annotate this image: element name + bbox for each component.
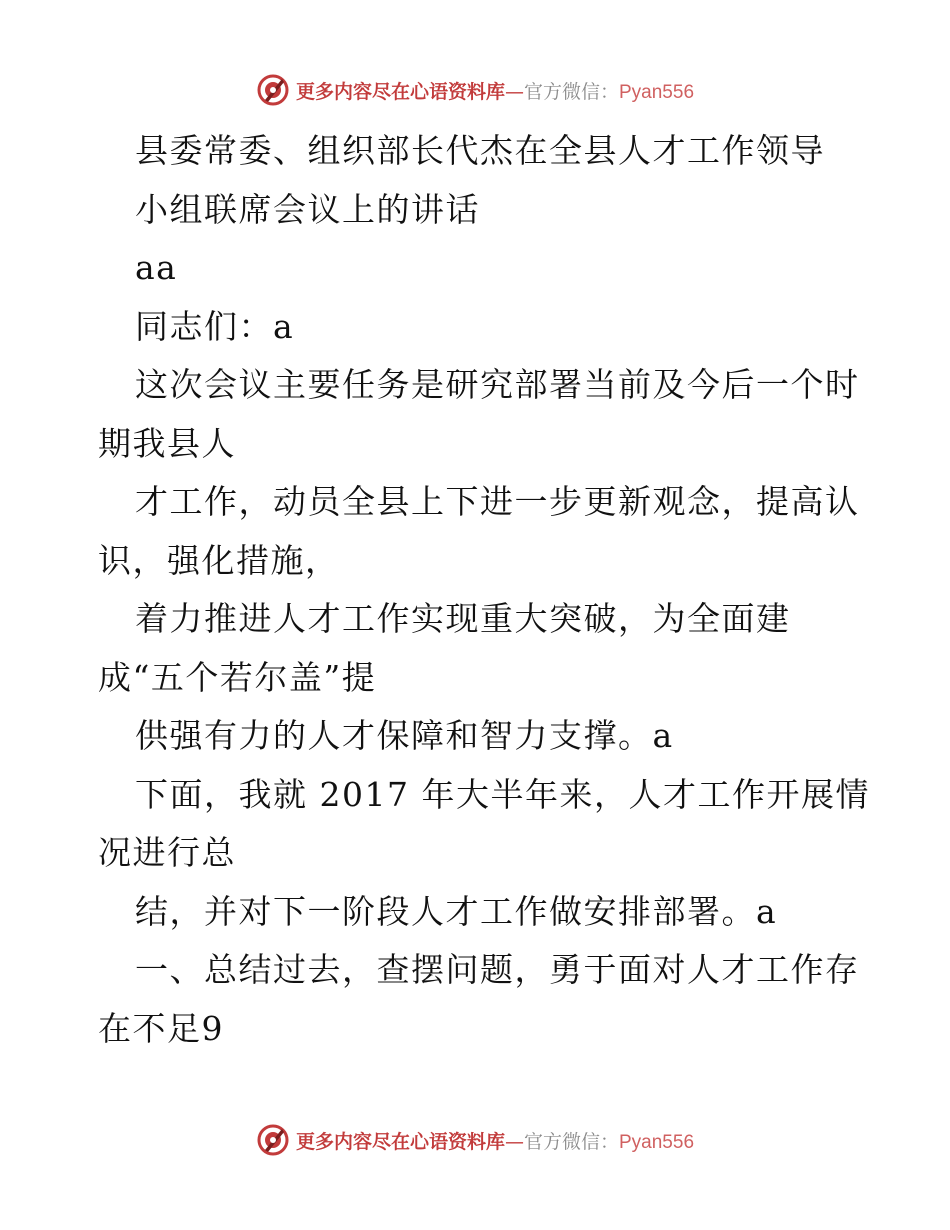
document-line: 识，强化措施，	[98, 540, 340, 580]
quill-circle-logo-icon	[256, 73, 290, 107]
watermark-dash: —	[504, 80, 524, 103]
watermark-sub-text: 官方微信：	[523, 1130, 619, 1153]
watermark-main-text: 更多内容尽在心语资料库	[295, 1130, 505, 1153]
document-line: 小组联席会议上的讲话	[135, 189, 480, 229]
document-line: 着力推进人才工作实现重大突破，为全面建	[135, 599, 791, 638]
document-line: 结，并对下一阶段人才工作做安排部署。a	[135, 891, 778, 931]
document-line: 况进行总	[98, 833, 236, 872]
watermark-id-text: Pyan556	[619, 1131, 695, 1153]
watermark-id-text: Pyan556	[619, 81, 695, 103]
document-line: aa	[135, 248, 178, 287]
document-line: 供强有力的人才保障和智力支撑。a	[135, 716, 674, 755]
watermark-main-text: 更多内容尽在心语资料库	[295, 80, 505, 103]
footer-watermark	[0, 1120, 950, 1160]
document-line: 成“五个若尔盖”提	[98, 657, 377, 697]
quill-circle-logo-icon	[256, 1123, 290, 1157]
document-line: 下面，我就 2017 年大半年来，人才工作开展情	[135, 774, 870, 814]
document-line: 一、总结过去，查摆问题，勇于面对人才工作存	[135, 950, 860, 989]
document-body	[98, 122, 870, 1058]
watermark-dash: —	[504, 1130, 524, 1153]
document-line: 同志们：a	[135, 306, 295, 346]
document-line: 县委常委、组织部长代杰在全县人才工作领导	[135, 131, 825, 170]
header-watermark	[0, 70, 950, 110]
document-line: 才工作，动员全县上下进一步更新观念，提高认	[135, 482, 860, 521]
document-line: 在不足9	[98, 1008, 224, 1048]
watermark-sub-text: 官方微信：	[523, 80, 619, 103]
document-line: 这次会议主要任务是研究部署当前及今后一个时	[135, 365, 860, 404]
document-line: 期我县人	[98, 423, 236, 463]
